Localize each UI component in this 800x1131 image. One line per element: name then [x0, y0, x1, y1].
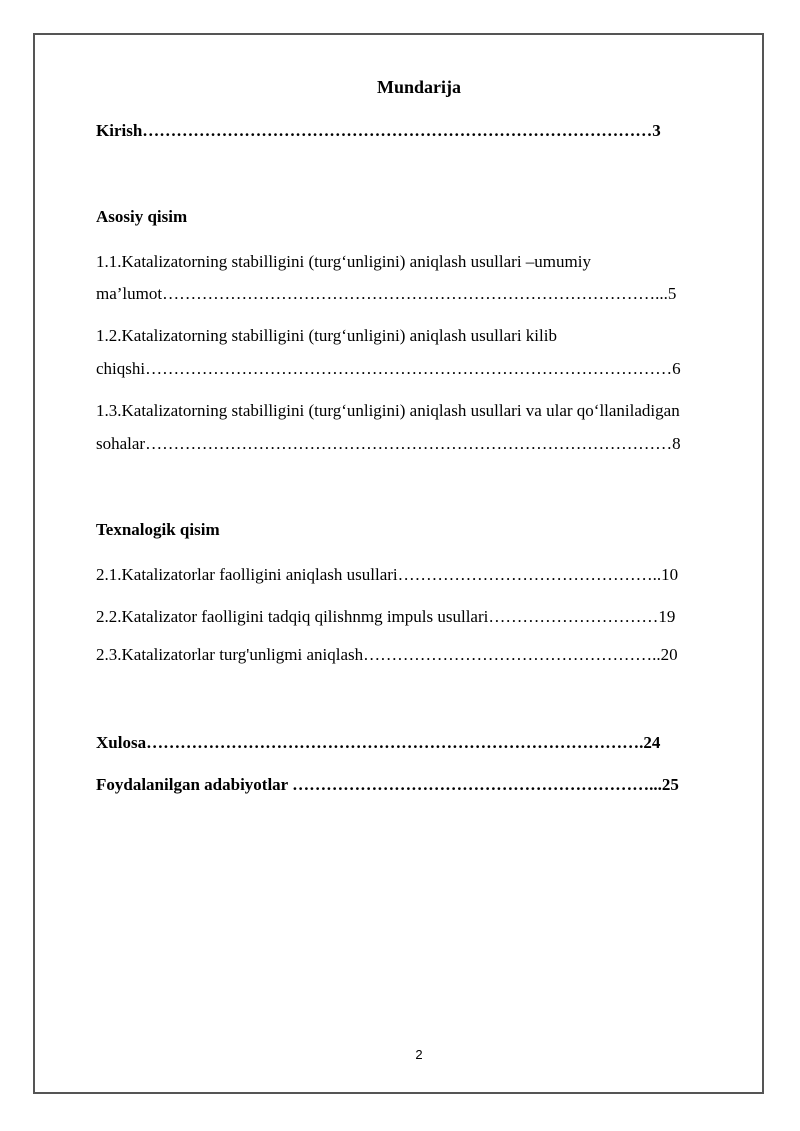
toc-entry-1-2-line1: 1.2.Katalizatorning stabilligini (turg‘unligini) aniqlash usullari kilib — [96, 326, 557, 345]
page-title: Mundarija — [376, 77, 461, 97]
page-number: 2 — [415, 1047, 423, 1062]
toc-entry-1-1-line2: ma’lumot……………………………………………………………………………...5 — [96, 284, 677, 303]
toc-entry-1-1-line1: 1.1.Katalizatorning stabilligini (turg‘unligini) aniqlash usullari –umumiy — [96, 252, 591, 271]
toc-entry-1-3-line2: sohalar…………………………………………………………………………………8 — [96, 434, 681, 453]
toc-entry-references: Foydalanilgan adabiyotlar ………………………………………………………...25 — [96, 775, 679, 794]
toc-entry-1-3-line1: 1.3.Katalizatorning stabilligini (turg‘unligini) aniqlash usullari va ular qo‘llaniladigan — [96, 401, 680, 420]
toc-entry-1-2-line2: chiqshi…………………………………………………………………………………6 — [96, 359, 681, 378]
toc-entry-2-2: 2.2.Katalizator faolligini tadqiq qilishnmg impuls usullari…………………………19 — [96, 607, 676, 626]
toc-entry-2-3: 2.3.Katalizatorlar turg'unligmi aniqlash……………………………………………..20 — [96, 645, 678, 664]
toc-entry-2-1: 2.1.Katalizatorlar faolligini aniqlash usullari………………………………………..10 — [96, 565, 679, 584]
toc-entry-intro: Kirish………………………………………………………………………………3 — [96, 121, 661, 140]
toc-entry-conclusion: Xulosa…………………………………………………………………………….24 — [96, 733, 661, 752]
section-heading-texnalogik: Texnalogik qisim — [96, 520, 220, 539]
section-heading-asosiy: Asosiy qisim — [96, 207, 188, 226]
